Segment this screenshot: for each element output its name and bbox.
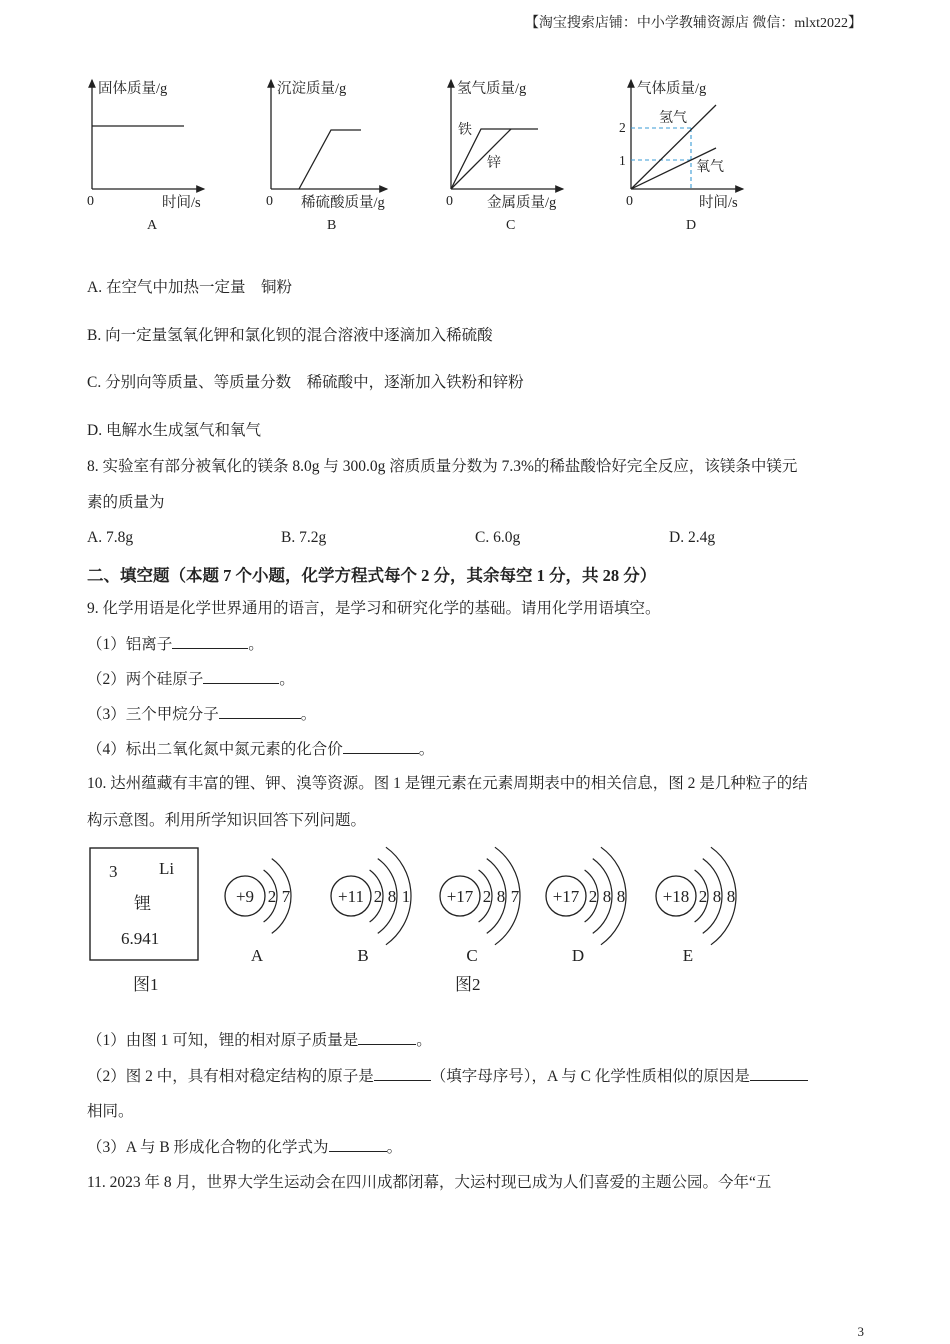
q9-blank-1[interactable] [172, 634, 248, 649]
page-header: 【淘宝搜索店铺：中小学教辅资源店 微信：mlxt2022】 [524, 16, 862, 31]
graph-c-line-zinc [451, 129, 511, 189]
shell-electron-count: 8 [616, 887, 626, 906]
q11-stem: 11. 2023 年 8 月，世界大学生运动会在四川成都闭幕，大运村现已成为人们喜爱的主题公园。今年“五 [87, 1174, 772, 1191]
nucleus-charge: +17 [446, 887, 474, 906]
graph-d [619, 80, 743, 233]
graph-d-label-hydrogen: 氢气 [659, 111, 687, 126]
q9-item-4: （4）标出二氧化氮中氮元素的化合价 。 [87, 741, 435, 758]
fig1-element-cell [90, 848, 198, 994]
graph-d-ylabel: 气体质量/g [637, 81, 707, 97]
q10-stem-line2: 构示意图。利用所学知识回答下列问题。 [87, 812, 367, 829]
graph-c-caption: C [506, 218, 516, 233]
shell-electron-count: 8 [496, 887, 506, 906]
shell-electron-count: 8 [726, 887, 736, 906]
nucleus-charge: +18 [662, 887, 690, 906]
q9-item-2: （2）两个硅原子 。 [87, 671, 295, 688]
nucleus-charge: +17 [552, 887, 580, 906]
graph-c-label-iron: 铁 [458, 123, 472, 138]
q7-option-a: A. 在空气中加热一定量 铜粉 [87, 279, 292, 296]
shell-electron-count: 8 [602, 887, 612, 906]
q9-blank-4[interactable] [343, 739, 419, 754]
graph-a [87, 80, 204, 233]
graph-d-caption: D [686, 218, 697, 233]
q8-stem-line2: 素的质量为 [87, 494, 165, 511]
nucleus-charge: +11 [338, 887, 364, 906]
graph-c-ylabel: 氢气质量/g [457, 81, 527, 97]
fig1-mass: 6.941 [121, 929, 160, 948]
q8-option-d: D. 2.4g [669, 529, 716, 546]
graph-a-caption: A [147, 218, 158, 233]
q10-blank-3[interactable] [750, 1066, 808, 1081]
shell-electron-count: 2 [267, 887, 277, 906]
graph-c-origin: 0 [446, 194, 453, 209]
graph-a-origin: 0 [87, 194, 94, 209]
shell-electron-count: 7 [510, 887, 520, 906]
q9-stem: 9. 化学用语是化学世界通用的语言，是学习和研究化学的基础。请用化学用语填空。 [87, 600, 661, 617]
fig2-particles [225, 847, 736, 965]
q10-sub-2: （2）图 2 中，具有相对稳定结构的原子是 （填字母序号），A 与 C 化学性质相似的原因是 [87, 1066, 808, 1087]
q9-item-1: （1）铝离子 。 [87, 636, 264, 653]
graph-d-tick-2: 2 [619, 120, 626, 135]
shell-electron-count: 2 [698, 887, 708, 906]
graph-b-caption: B [327, 218, 337, 233]
graph-b-ylabel: 沉淀质量/g [277, 81, 347, 97]
particle-b [331, 847, 411, 965]
graph-d-origin: 0 [626, 194, 633, 209]
particle-label: B [357, 946, 369, 965]
graph-c [446, 80, 563, 233]
fig1-atomic-number: 3 [109, 862, 118, 881]
graph-b [266, 80, 387, 233]
graph-d-label-oxygen: 氧气 [696, 160, 724, 175]
particle-label: C [466, 946, 478, 965]
q8-stem-line1: 8. 实验室有部分被氧化的镁条 8.0g 与 300.0g 溶质质量分数为 7.3%的稀盐酸恰好完全反应，该镁条中镁元 [87, 458, 798, 475]
graph-b-line [299, 130, 361, 189]
q10-blank-2[interactable] [374, 1066, 431, 1081]
particle-a [225, 859, 291, 965]
shell-electron-count: 2 [373, 887, 383, 906]
fig2-caption: 图2 [455, 975, 481, 994]
graph-b-origin: 0 [266, 194, 273, 209]
q8-option-c: C. 6.0g [475, 529, 521, 546]
shell-electron-count: 8 [387, 887, 397, 906]
fig1-symbol: Li [159, 859, 175, 878]
graph-c-xlabel: 金属质量/g [487, 195, 557, 211]
q8-option-a: A. 7.8g [87, 529, 134, 546]
particle-d [546, 847, 626, 965]
shell-electron-count: 7 [281, 887, 291, 906]
q10-stem-line1: 10. 达州蕴藏有丰富的锂、钾、溴等资源。图 1 是锂元素在元素周期表中的相关信息，图 2 是几种粒子的结 [87, 775, 808, 792]
graph-b-xlabel: 稀硫酸质量/g [301, 195, 385, 211]
q10-blank-4[interactable] [329, 1137, 387, 1152]
fig1-name: 锂 [134, 894, 151, 913]
particle-label: D [571, 946, 585, 965]
particle-label: E [682, 946, 694, 965]
q9-item-3: （3）三个甲烷分子 。 [87, 706, 317, 723]
q9-blank-2[interactable] [203, 669, 279, 684]
particle-e [656, 847, 736, 965]
shell-electron-count: 2 [588, 887, 598, 906]
graph-c-label-zinc: 锌 [487, 156, 501, 171]
fig1-caption: 图1 [133, 975, 159, 994]
graph-a-xlabel: 时间/s [162, 195, 201, 211]
q10-figures [85, 843, 745, 1003]
graph-a-ylabel: 固体质量/g [98, 81, 168, 97]
q10-sub-2-cont: 相同。 [87, 1103, 134, 1120]
q10-blank-1[interactable] [358, 1030, 416, 1045]
shell-electron-count: 1 [401, 887, 411, 906]
q7-option-b: B. 向一定量氢氧化钾和氯化钡的混合溶液中逐滴加入稀硫酸 [87, 327, 493, 344]
q9-blank-3[interactable] [219, 704, 301, 719]
q10-sub-3: （3）A 与 B 形成化合物的化学式为 。 [87, 1139, 403, 1156]
page-number: 3 [857, 1324, 864, 1339]
q8-option-b: B. 7.2g [281, 529, 327, 546]
shell-electron-count: 8 [712, 887, 722, 906]
graph-d-tick-1: 1 [619, 153, 626, 168]
shell-electron-count: 2 [482, 887, 492, 906]
graph-d-xlabel: 时间/s [699, 195, 738, 211]
particle-label: A [250, 946, 264, 965]
particle-c [440, 847, 520, 965]
nucleus-charge: +9 [235, 887, 255, 906]
graphs-figure [80, 72, 760, 237]
q7-option-d: D. 电解水生成氢气和氧气 [87, 422, 261, 439]
section-2-title: 二、填空题（本题 7 个小题，化学方程式每个 2 分，其余每空 1 分，共 28 分） [87, 566, 657, 585]
q7-option-c: C. 分别向等质量、等质量分数 稀硫酸中，逐渐加入铁粉和锌粉 [87, 374, 524, 391]
q10-sub-1: （1）由图 1 可知，锂的相对原子质量是 。 [87, 1032, 432, 1049]
